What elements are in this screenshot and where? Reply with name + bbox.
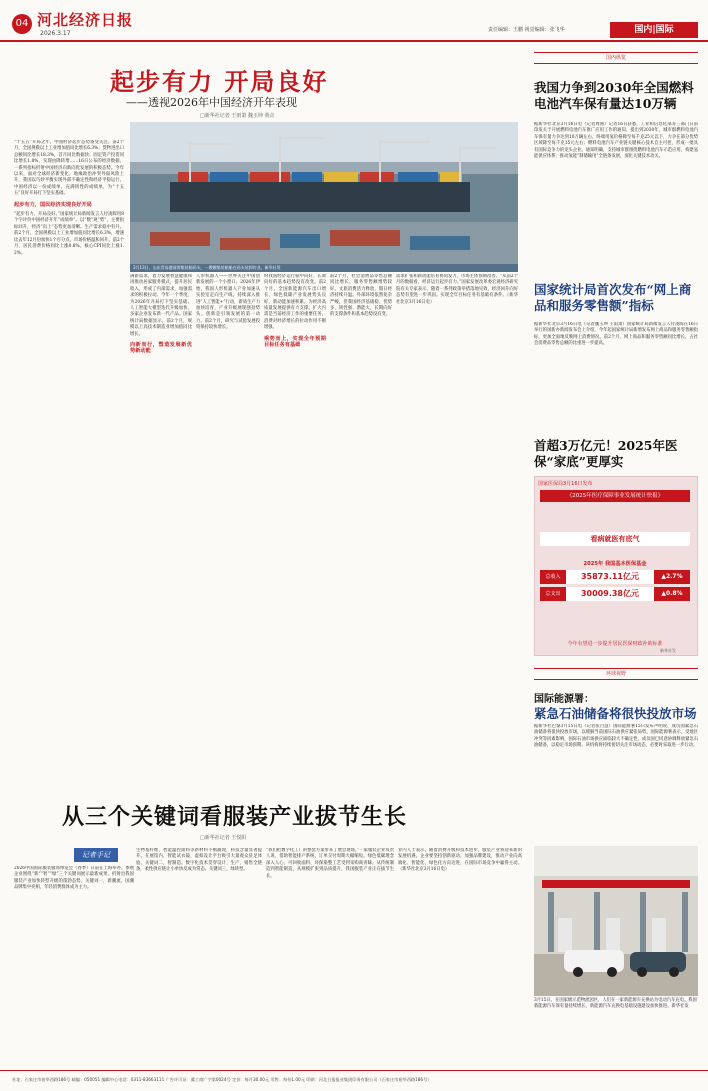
bottom-byline: □新华社记者 王悦阳 xyxy=(200,835,247,841)
infographic-footnote: 今年有望进一步提升居民医保财政补助标准 xyxy=(567,641,663,647)
infographic-table xyxy=(540,560,690,604)
article-fuel-cell: 据新华社北京3月16日电（记者周圆）记者16日获悉，工业和信息化部等三部门日前印发关于开展燃料电池汽车推广应用工作的通知，提出到2030年，城市群燃料电池汽车保有量力争达到10万辆左右，终端用氢价格降至每千克25元以下，力争在部分优势区域降至每千克15元左右；燃料电池汽车产业链关键核心技术自主可控，形成一批具有国际竞争力的龙头企业。通知明确，支持城市群围绕燃料电池汽车示范应用，构建氢能供应体系，推动氢能“制储输用”全链条发展，深化关键技术攻关。 xyxy=(534,122,698,160)
lead-subhead-3: 乘势而上，实现全年预期目标任务有基础 xyxy=(264,335,326,349)
lead-paragraph: 满新需求，着力发展智慧健康和再推动居家服务模式，提升居民收入，形成了内部需求，加强需求的积极拉动。今年一个季度，为2026年开局打下坚实基础。人工智能大模型迭代升级加快，多家企业发布新一代产品。国家统计局数据显示，前2个月，规模以上高技术制造业增加值同比增长。 xyxy=(130,274,192,337)
row-label: 总支出 xyxy=(540,587,566,601)
paper-name: 河北经济日报 xyxy=(37,11,134,29)
reporter-notes-badge: 记者手记 xyxy=(74,848,118,862)
section-banner-domestic: 国内纵览 xyxy=(534,52,698,64)
charging-photo-caption: 3月15日，在国家级示范物流园区，人们在一家新能源车充换站为电动汽车充电。我国新能源汽车保有量持续增长，新能源汽车充换电基础设施建设加快推进。新华社发 xyxy=(534,998,697,1010)
headline-medical-insurance: 首超3万亿元！2025年医保“家底”更厚实 xyxy=(534,438,678,469)
article-online-retail: 据新华社北京3月16日电（记者魏玉坤 王雨萧）国家统计局新闻发言人付凌晖在16日举行的国新办新闻发布会上介绍，今年起国家统计局新增发布网上商品和服务零售额指标，更加全面地反映网上消费情况。前2个月，网上商品和服务零售额同比增长，占社会消费品零售总额的比重进一步提高。 xyxy=(534,322,698,347)
charging-station-photo xyxy=(534,846,698,996)
charging-station-image xyxy=(534,846,698,996)
row-change: ▲2.7% xyxy=(654,570,690,584)
lead-subhead-1: 起步有力，国民经济实现良好开局 xyxy=(14,201,92,208)
lead-paragraph: 前2个月，社会消费品零售总额同比增长，服务零售额增势较好。文旅消费活力释放，假日经济持续升温。外部环境依然复杂严峻，但我国经济基础稳、优势多、韧性强、潜能大，长期向好的支撑条件和基本趋势没有变。 xyxy=(330,274,392,318)
lead-subhead-2: 向新而行，塑造发展新优势新动能 xyxy=(130,342,192,355)
infographic-table-title: 2025年 我国基本医保基金 xyxy=(583,561,647,567)
lead-paragraph: “十五五”开局之年，中国经济起步态势备受关注。前2个月，全国规模以上工业增加值同比增长6.3%；货物进出口总额同比增长18.3%，首月同比数据快；固定资产投资同比增长1.8%，实现由降转增……16日公布的经济数据，一系列指标折射中国经济向新向优发展的积极态势。今年以来，面对全球经济新变化，地缘政治冲突外溢风险上升，我国以巧妙平衡实现外部不确定性和经济平稳运行，中国经济以一份成绩单，充满韧性的成绩单，为“十五五”良好开局打下坚实基础。 xyxy=(14,140,124,197)
bottom-column-2: 生物基纤维、智能温控面料等新材料不断涌现，科技含量显著提升。在展馆内，智能试衣镜、虚拟设计平台吸引大量观众驻足体验。关键词二，智制造。数字化技术贯穿设计、生产、销售全链条，柔性供应链让小单快反成为常态。关键词三，绿转型。 xyxy=(136,848,262,873)
infographic-credit: 新华社发 xyxy=(660,648,676,653)
photo-caption: 3月13日，山东青岛港前湾集装箱码头，一艘艘集装箱船在码头装卸作业。新华社发 xyxy=(130,264,518,272)
bottom-headline: 从三个关键词看服装产业拔节生长 xyxy=(62,804,408,830)
headline-fuel-cell: 我国力争到2030年全国燃料电池汽车保有量达10万辆 xyxy=(534,80,694,111)
section-banner-international: 环球视野 xyxy=(534,668,698,680)
lead-column-2 xyxy=(130,274,192,685)
section-tab: 国内|国际 xyxy=(610,22,698,38)
headline-online-retail: 国家统计局首次发布“网上商品和服务零售额”指标 xyxy=(534,282,692,313)
lead-column-5 xyxy=(330,274,392,685)
publication-date: 2026.3.17 xyxy=(40,30,71,37)
row-change: ▲0.8% xyxy=(654,587,690,601)
bottom-column-4: 业内人士表示，随着消费升级和技术进步，服装产业将迎来新的发展机遇。企业要坚持创新驱动，加强品牌建设，推动产业向高端化、智能化、绿色化方向迈进，在国际市场竞争中赢得主动。（新华社北京3月16日电） xyxy=(398,848,522,873)
infographic-row xyxy=(540,570,690,584)
infographic-banner: 《2025年医疗保障事业发展统计快报》 xyxy=(540,490,690,502)
page-number: 04 xyxy=(12,14,32,34)
lead-paragraph: 需求扩张和新动能培育协同发力，市场主体预期改善。“从前2个月的数据看，经济运行起步有力。”国家发展改革委宏观经济研究院有关专家表示，随着一系列政策举措落地见效，经济回升向好态势有望进一步巩固。实现全年目标任务有基础有条件。（新华社北京3月16日电） xyxy=(396,274,518,305)
lead-column-6 xyxy=(396,274,518,685)
lead-paragraph: 人形机器人——世界关注中国创新发展的一个小窗口。2026年伊始，我国人形机器人产业加速从实验室走向生产线。持续深入推进“人工智能+”行动，新质生产力加快培育，产业升级展现强劲势头。创新是引领发展的第一动力。前2个月，研究与试验发展投资保持较快增长。 xyxy=(196,274,260,331)
lead-paragraph: 时我国经济运行稳中向好、长期向好的基本趋势没有改变。前2个月，全国新能源汽车出口增长，绿色低碳产业发展势头良好，新动能加速积累，为经济高质量发展提供有力支撑。扩大内需是当前经济工作的重要任务，消费对经济增长的拉动作用不断增强。 xyxy=(264,274,326,331)
lead-paragraph: “起步有力、开局良好。”国家统计局新闻发言人付凌晖用8个字评价中国经济开年“成绩单”。以“数”观“势”，主要指标回升，经济“向上”态势更加清晰。生产需求稳中有升。前2个月，全国规模以上工业增加值同比增长6.3%，增速比去年12月份加快1个百分点。市场价格温和回升。前2个月，居民消费价格同比上涨0.8%，核心CPI同比上涨1.2%。 xyxy=(14,212,124,256)
masthead xyxy=(0,0,708,42)
headline-iea-kicker: 国际能源署： xyxy=(534,694,594,705)
infographic-row xyxy=(540,587,690,601)
infographic-source: 国家医保局3月16日发布 xyxy=(538,481,593,487)
row-value: 35873.11亿元 xyxy=(566,570,654,584)
article-iea: 据新华社巴黎3月15日电（记者张百慧）国际能源署15日发布声明说，成员国紧急石油储备将很快投放市场，以缓解当前国际石油供应紧张局势。国际能源署表示，受地区冲突等因素影响，国际石油市场供应面临较大不确定性，成员国已同意协调释放紧急石油储备，以稳定市场预期。该机构将持续密切关注市场动态，必要时采取进一步行动。 xyxy=(534,724,698,749)
infographic-subtitle: 看病就医有底气 xyxy=(540,532,690,546)
port-photo xyxy=(130,122,518,264)
page-footer: 社址：石家庄市裕华西路186号 邮编：050051 编辑中心电话：0311-83663111 广告许可证：冀工商广字第0024号 定价：每月30.00元 零售：每份1.00元 印刷：河北日报报业集团印务有限公司（石家庄市裕华西路186号） xyxy=(0,1070,708,1091)
headline-iea: 紧急石油储备将很快投放市场 xyxy=(534,706,697,721)
lead-subtitle: ——透视2026年中国经济开年表现 xyxy=(126,96,297,109)
bottom-column-3: “我们把数字化工厂的整套方案带来了展会现场。”一家服装企业负责人说，借助智能排产系统，订单交付周期大幅缩短。绿色低碳理念深入人心，可回收面料、环保染整工艺受到采购商青睐。从传统制造到智能制造，从规模扩张到品质提升，我国服装产业正在拔节生长。 xyxy=(266,848,394,879)
lead-column-3 xyxy=(196,274,260,685)
row-label: 总收入 xyxy=(540,570,566,584)
row-value: 30009.38亿元 xyxy=(566,587,654,601)
lead-column-4 xyxy=(264,274,326,685)
bottom-column-1: 2026中国国际服装服饰博览会（春季）日前在上海举办。参展企业围绕“新”“智”“绿”三个关键词展示最新成果，折射出我国服装产业加快转型升级的蓬勃态势。关键词一，新潮流。国潮品牌集中亮相，年轻消费群体成为主力。 xyxy=(14,866,134,891)
lead-column-1 xyxy=(14,140,124,685)
editors-line: 责任编辑：王鹏 视觉编辑：张飞华 xyxy=(488,27,565,33)
lead-headline: 起步有力 开局良好 xyxy=(110,67,329,96)
lead-byline: □新华社记者 王雨萧 魏玉坤 黄垚 xyxy=(200,113,275,119)
container-port-image xyxy=(130,122,518,264)
